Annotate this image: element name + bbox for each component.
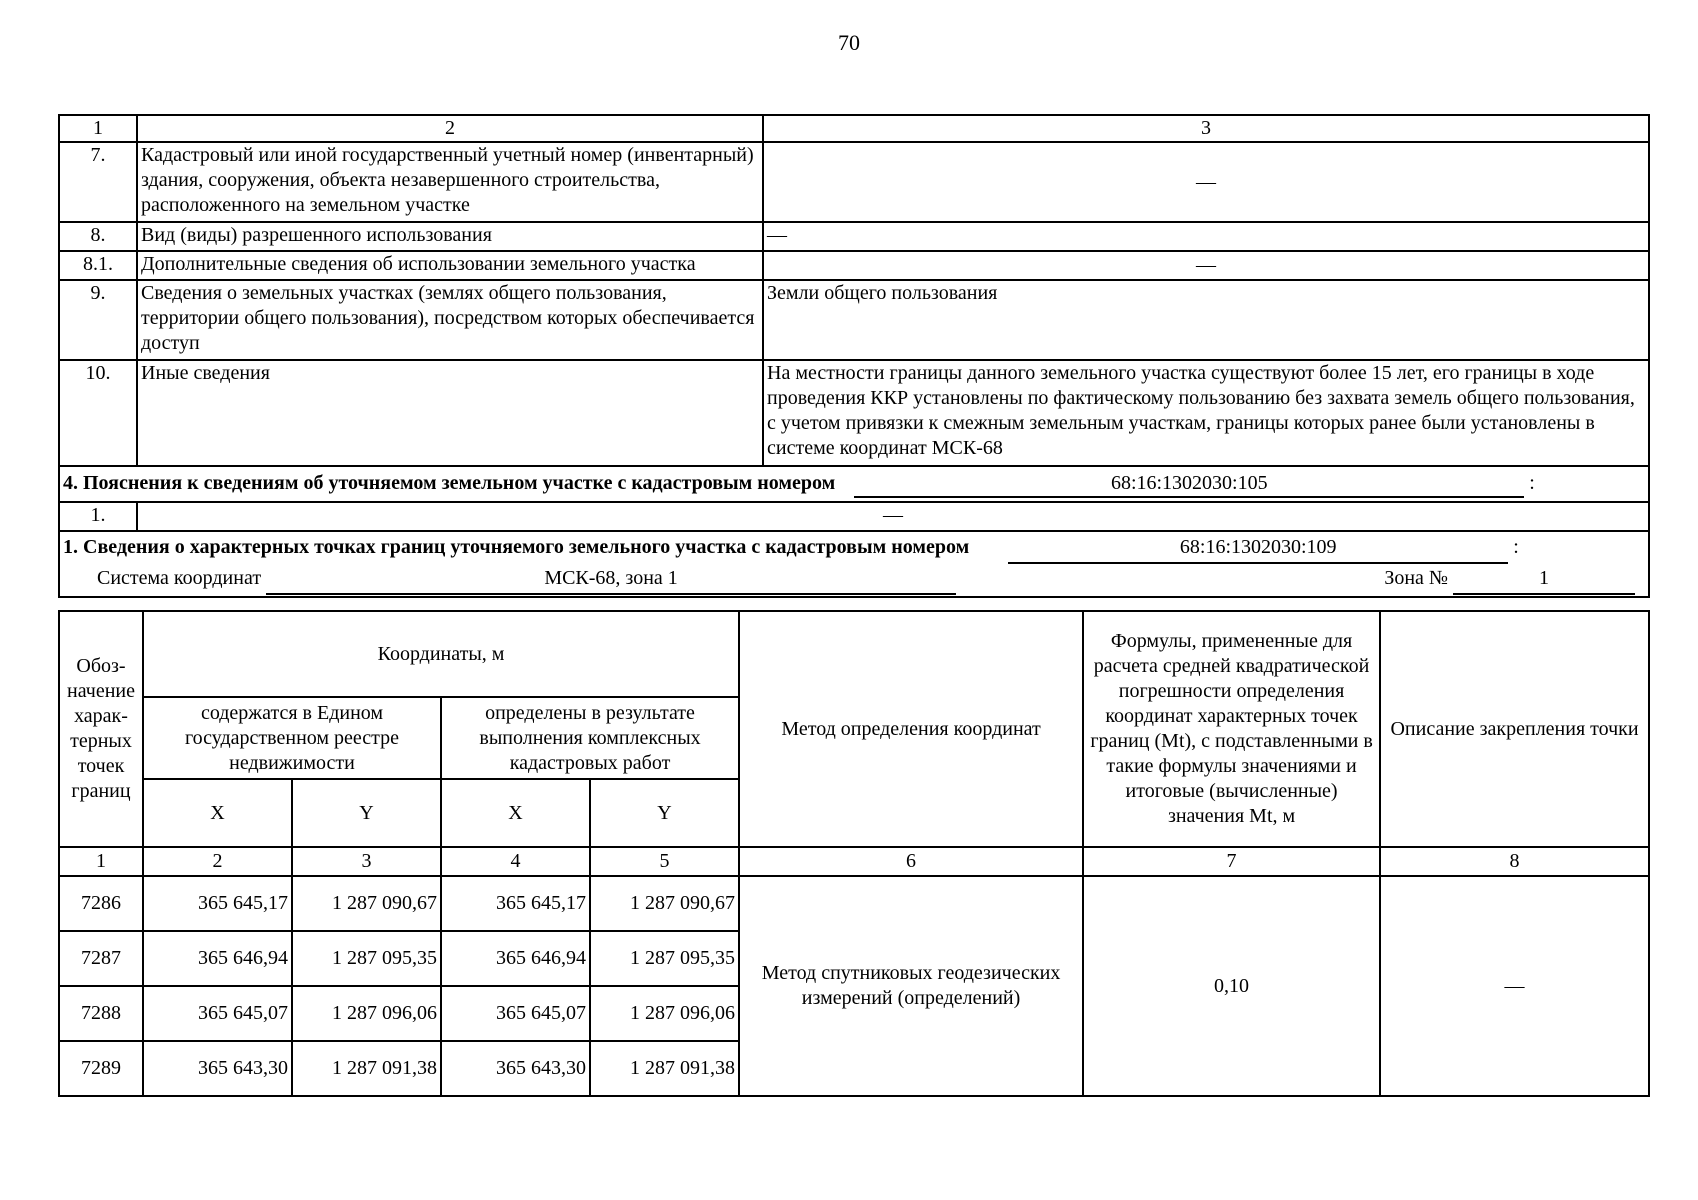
kkr-x: 365 643,30 <box>441 1041 590 1096</box>
kkr-x: 365 645,17 <box>441 876 590 931</box>
kkr-y: 1 287 091,38 <box>590 1041 739 1096</box>
header-formula: Формулы, примененные для расчета средней квадратической погрешности определения координат характерных точек границ (Mt), с подставленными в такие формулы значениями и итоговые (вычисленные) значения Mt, м <box>1083 611 1380 847</box>
description-cell: — <box>1380 876 1649 1096</box>
col-number: 2 <box>143 847 292 876</box>
egrn-x: 365 643,30 <box>143 1041 292 1096</box>
row-label: Вид (виды) разрешенного использования <box>137 222 763 251</box>
column-numbers-row <box>59 847 1649 876</box>
coord-system-label: Система координат <box>97 567 262 589</box>
point-id: 7289 <box>59 1041 143 1096</box>
kkr-y: 1 287 095,35 <box>590 931 739 986</box>
header-y1: Y <box>292 779 441 847</box>
point-id: 7287 <box>59 931 143 986</box>
row-value: — <box>763 142 1649 222</box>
section-4-colon: : <box>1529 471 1535 494</box>
header-egrn: содержатся в Едином государственном реестре недвижимости <box>143 697 441 779</box>
section-1-header <box>59 531 1649 597</box>
egrn-x: 365 646,94 <box>143 931 292 986</box>
egrn-x: 365 645,17 <box>143 876 292 931</box>
header-x1: X <box>143 779 292 847</box>
section-4-header <box>59 466 1649 502</box>
table-row <box>59 251 1649 280</box>
egrn-y: 1 287 091,38 <box>292 1041 441 1096</box>
row-number: 1. <box>59 502 137 531</box>
row-number: 8.1. <box>59 251 137 280</box>
header-x2: X <box>441 779 590 847</box>
section-1-title: 1. Сведения о характерных точках границ уточняемого земельного участка с кадастровым номером <box>63 536 970 558</box>
coord-system-value: МСК-68, зона 1 <box>266 564 956 595</box>
col-number: 8 <box>1380 847 1649 876</box>
mt-value: 0,10 <box>1083 876 1380 1096</box>
row-number: 9. <box>59 280 137 360</box>
row-label: Иные сведения <box>137 360 763 466</box>
col-number: 1 <box>59 847 143 876</box>
section-4-row <box>59 502 1649 531</box>
section-4-title: 4. Пояснения к сведениям об уточняемом земельном участке с кадастровым номером <box>63 471 836 494</box>
egrn-y: 1 287 090,67 <box>292 876 441 931</box>
point-id: 7286 <box>59 876 143 931</box>
section-1-cadastral-number: 68:16:1302030:109 <box>1008 533 1508 564</box>
row-value: — <box>763 222 1649 251</box>
page-number: 70 <box>838 30 860 55</box>
col-number: 3 <box>292 847 441 876</box>
header-description: Описание закрепления точки <box>1380 611 1649 847</box>
kkr-y: 1 287 096,06 <box>590 986 739 1041</box>
table-row <box>59 280 1649 360</box>
zone-value: 1 <box>1453 564 1635 595</box>
boundary-points-table <box>58 610 1650 1097</box>
egrn-y: 1 287 096,06 <box>292 986 441 1041</box>
header-method: Метод определения координат <box>739 611 1083 847</box>
row-value: Земли общего пользования <box>763 280 1649 360</box>
row-label: Сведения о земельных участках (землях общего пользования, территории общего пользования), посредством которых обеспечивается доступ <box>137 280 763 360</box>
section-1-colon: : <box>1513 536 1519 558</box>
egrn-y: 1 287 095,35 <box>292 931 441 986</box>
col-number: 5 <box>590 847 739 876</box>
header-coordinates: Координаты, м <box>143 611 739 697</box>
section-4-cadastral-number: 68:16:1302030:105 <box>854 471 1524 498</box>
header-col-3: 3 <box>763 115 1649 142</box>
row-label: Кадастровый или иной государственный учетный номер (инвентарный) здания, сооружения, объекта незавершенного строительства, расположенного на земельном участке <box>137 142 763 222</box>
row-value: — <box>137 502 1649 531</box>
col-number: 7 <box>1083 847 1380 876</box>
row-number: 8. <box>59 222 137 251</box>
table-row <box>59 142 1649 222</box>
kkr-y: 1 287 090,67 <box>590 876 739 931</box>
row-label: Дополнительные сведения об использовании земельного участка <box>137 251 763 280</box>
point-id: 7288 <box>59 986 143 1041</box>
table-row <box>59 360 1649 466</box>
table-row <box>59 222 1649 251</box>
row-value: На местности границы данного земельного участка существуют более 15 лет, его границы в ходе проведения ККР установлены по фактическому пользованию без захвата земель общего пользования, с учетом привязки к смежным земельным участкам, границы которых ранее были установлены в системе координат МСК-68 <box>763 360 1649 466</box>
row-number: 10. <box>59 360 137 466</box>
header-col-2: 2 <box>137 115 763 142</box>
egrn-x: 365 645,07 <box>143 986 292 1041</box>
kkr-x: 365 646,94 <box>441 931 590 986</box>
zone-label: Зона № <box>1384 567 1448 589</box>
header-y2: Y <box>590 779 739 847</box>
row-value: — <box>763 251 1649 280</box>
header-row <box>59 115 1649 142</box>
header-point-designation: Обоз-начение харак-терных точек границ <box>59 611 143 847</box>
row-number: 7. <box>59 142 137 222</box>
table-row <box>59 876 1649 931</box>
land-plot-info-table <box>58 114 1650 598</box>
header-kkr: определены в результате выполнения комплексных кадастровых работ <box>441 697 739 779</box>
col-number: 4 <box>441 847 590 876</box>
kkr-x: 365 645,07 <box>441 986 590 1041</box>
method-cell: Метод спутниковых геодезических измерений (определений) <box>739 876 1083 1096</box>
header-col-1: 1 <box>59 115 137 142</box>
col-number: 6 <box>739 847 1083 876</box>
